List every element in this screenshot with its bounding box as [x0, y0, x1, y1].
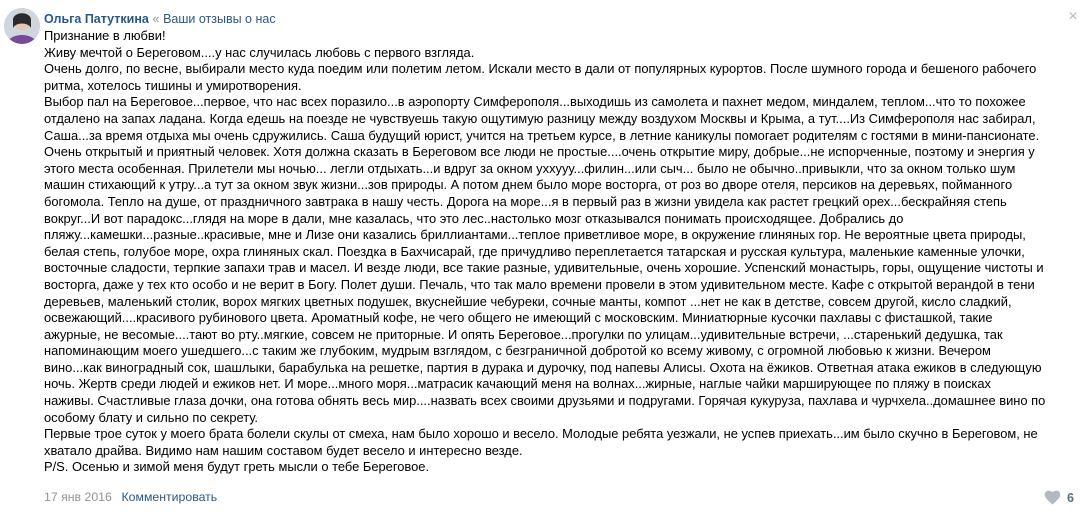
comment-button[interactable]: Комментировать	[121, 490, 218, 504]
text-line: Очень долго, по весне, выбирали место куда поедим или полетим летом. Искали место в дали от популярных курортов. После шумного города и бешеного рабочего	[44, 61, 1037, 77]
like-button[interactable]	[1044, 489, 1074, 505]
text-line: машин стихающий к утру...а тут за окном звук жизни...зов природы. А потом днем было море восторга, от роз во дворе отеля, персиков на деревьях, пойманного	[44, 177, 1013, 193]
board-separator: «	[152, 12, 160, 26]
post-header	[44, 11, 276, 27]
text-line: Саша...за время отдыха мы очень сдружились. Саша будущий юрист, учится на третьем курсе, в летние каникулы помогает родителям с гостями в мини-пансионате.	[44, 127, 1040, 143]
author-link[interactable]: Ольга Патуткина	[44, 12, 149, 26]
text-line: хватало драйва. Видимо нам нашим составом будет весело и интересно везде.	[44, 442, 523, 458]
post-date[interactable]: 17 янв 2016	[44, 490, 112, 504]
text-line: деревьев, маленький столик, ворох мягких цветных подушек, вкуснейшие чебуреки, сочные манты, компот ...нет не как в детстве, совсем другой, кисло сладкий,	[44, 293, 1012, 309]
close-icon[interactable]: ×	[1068, 8, 1078, 25]
text-line: ажурные, не весомые....тают во рту..мягкие, совсем не приторные. И опять Береговое...прогулки по улицам...удивительные встречи, ...старенький дедушка, так	[44, 326, 1003, 342]
text-line: особому блату и сильно по секрету.	[44, 409, 259, 425]
board-link[interactable]: Ваши отзывы о нас	[163, 12, 276, 26]
text-line: напоминающим моего ушедшего...с таким же глубоким, мудрым взглядом, с безграничной добротой ко всему живому, с огромной любовью к жизни. Вечером	[44, 343, 991, 359]
text-line: ритма, хотелось тишины и умиротворения.	[44, 77, 302, 93]
post-footer	[44, 489, 217, 505]
text-line: белая степь, голубое море, охра глиняных скал. Поездка в Бахчисарай, где причудливо переплетается татарская и русская культура, маленькие каменные улочки,	[44, 243, 1025, 259]
text-line: восторга, даже у тех кто особо и не верит в Богу. Полет души. Печаль, что так мало времени провели в этом удивительном месте. Кафе с открытой верандой в тени	[44, 276, 1035, 292]
avatar-photo	[4, 8, 40, 44]
like-count: 6	[1067, 490, 1074, 505]
text-line: Живу мечтой о Береговом....у нас случилась любовь с первого взгляда.	[44, 44, 475, 60]
text-line: восточные сладости, терпкие запахи трав и масел. И везде люди, все такие разные, удивительные, очень хорошие. Успенский монастырь, горы, ощущение чистоты и	[44, 260, 1044, 276]
text-line: отдалено на запах ладана. Когда едешь на поезде не чувствуешь такую ощутимую разницу между воздухом Москвы и Крыма, а тут....Из Симферополя нас забирал,	[44, 110, 1036, 126]
text-line: вино...как виноградный сок, шашлыки, барабулька на решетке, партия в дурака и дурочку, под напевы Алисы. Охота на ёжиков. Ответная атака ежиков в следующую	[44, 359, 1042, 375]
text-line: Признание в любви!	[44, 28, 166, 43]
text-line: пляжу...камешки...разные..красивые, мне и Лизе они казались бриллиантами...теплое приветливое море, в окружение глиняных гор. Не вероятные цвета природы,	[44, 227, 1026, 243]
text-line: Очень открытый и приятный человек. Хотя должна сказать в Береговом все люди не простые....очень открытие миру, добрые...не испорченные, поэтому и энергия у	[44, 144, 1035, 160]
text-line: богомола. Тепло на душе, от праздничного завтрака в нашу честь. Дорога на море...я в первый раз в жизни увидела как растет грецкий орех...бескрайняя степь	[44, 193, 1007, 209]
text-line: освежающий....красивого рубинового цвета. Ароматный кофе, не чего общего не имеющий с московским. Миниатюрные кусочки пахлавы с фисташкой, такие	[44, 310, 993, 326]
heart-icon	[1044, 490, 1061, 505]
text-line: наживы. Счастливые глаза дочки, она готова обнять весь мир....назвать всех своими друзьями и подругами. Горячая кукуруза, пахлава и чурчхела..домашнее вино по	[44, 393, 1046, 409]
text-line: P/S. Осенью и зимой меня будут греть мысли о тебе Береговое.	[44, 459, 430, 475]
post-text	[44, 28, 1074, 476]
text-line: Первые трое суток у моего брата болели скулы от смеха, нам было хорошо и весело. Молодые ребята уезжали, не успев приехать...им было скучно в Береговом, не	[44, 426, 1038, 442]
text-line: ночь. Жертв среди людей и ежиков нет. И море...много моря...матрасик качающий меня на волнах...жирные, наглые чайки марширующее по пляжу в поисках	[44, 376, 991, 392]
avatar[interactable]	[4, 8, 40, 44]
text-line: вокруг...И вот парадокс...глядя на море в дали, мне казалась, что это лес..настолько мозг отказывался понимать происходящее. Добрались до	[44, 210, 904, 226]
text-line: Выбор пал на Береговое...первое, что нас всех поразило...в аэропорту Симферополя...выходишь из самолета и пахнет медом, миндалем, теплом...что то похожее	[44, 94, 1026, 110]
text-line: этого места особенная. Прилетели мы ночью... легли отдыхать...и вдруг за окном уххууу...филин...или сыч... было не обычно..привыкли, что за окном только шум	[44, 160, 1016, 176]
